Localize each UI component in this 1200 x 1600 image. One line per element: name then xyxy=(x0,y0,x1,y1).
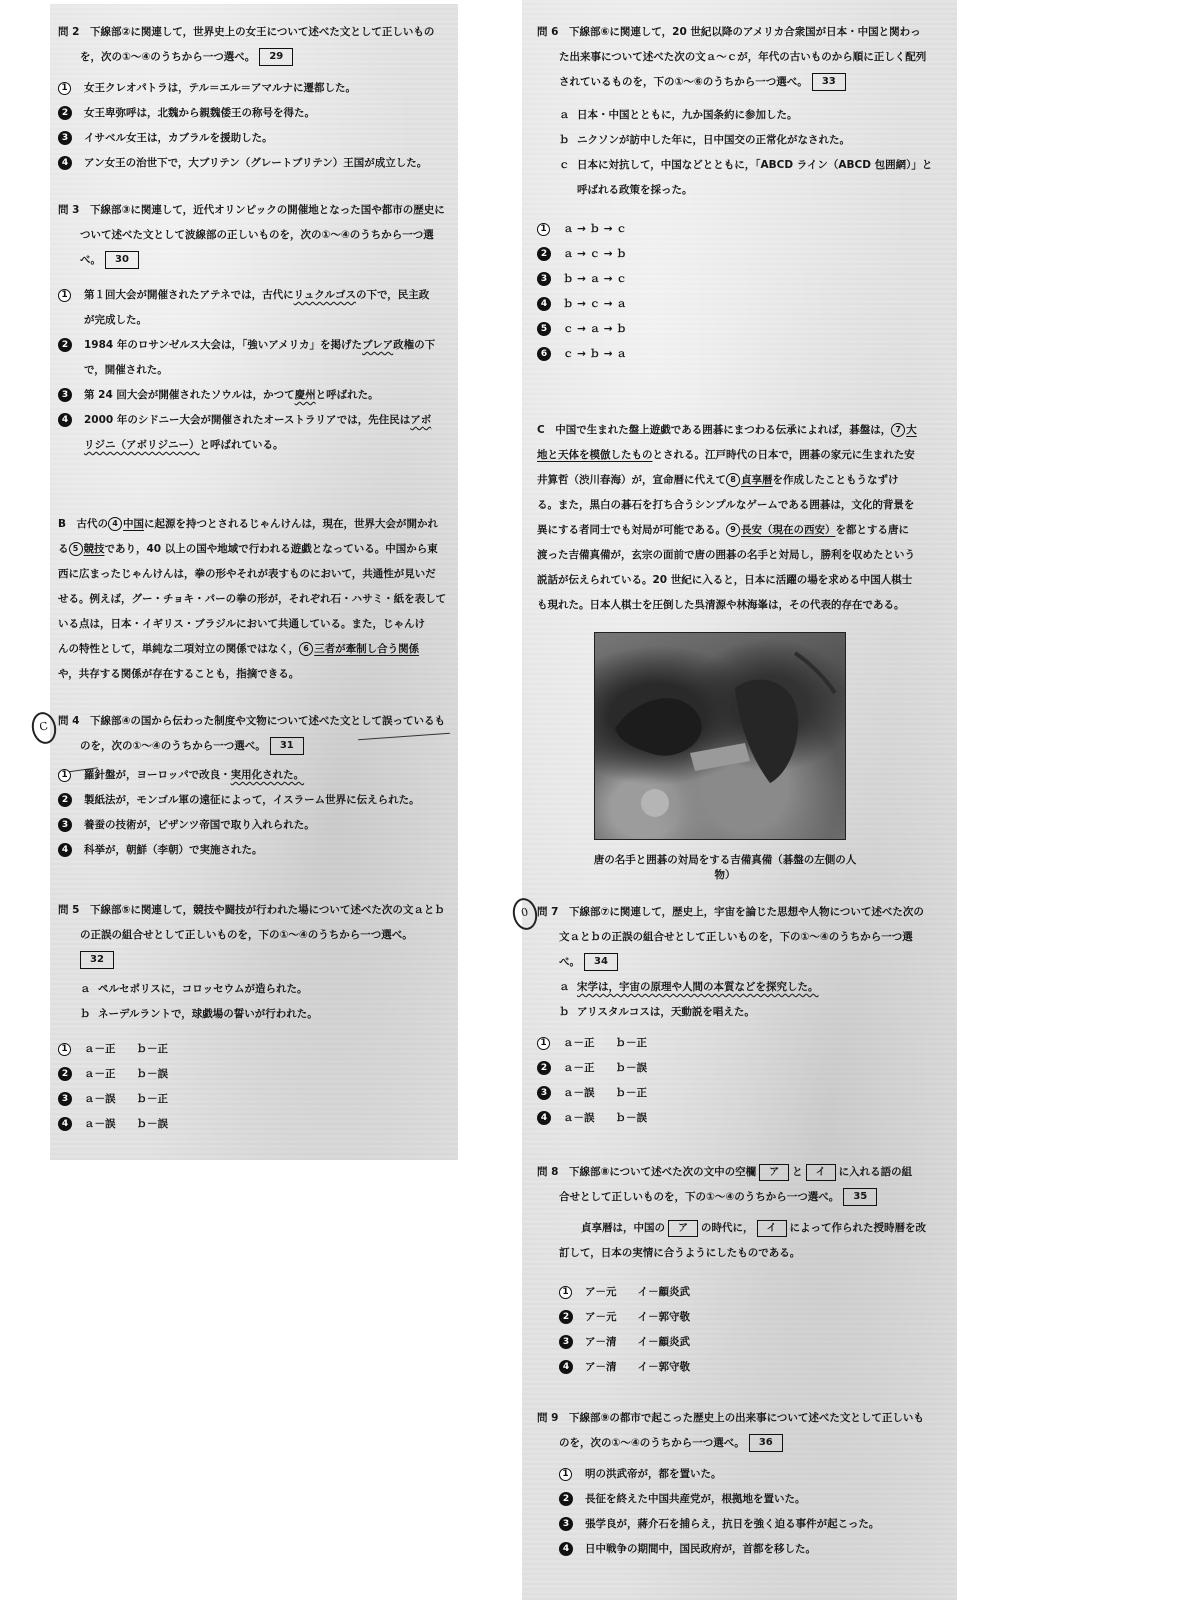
q4-choice-4: 4 科挙が，朝鮮（李朝）で実施された。 xyxy=(58,838,450,863)
question-2-line-1: 問 2 下線部②に関連して，世界史上の女王について述べた文として正しいもの xyxy=(58,26,435,38)
question-9 xyxy=(537,1406,949,1562)
q4-choice-3: 3 養蚕の技術が，ビザンツ帝国で取り入れられた。 xyxy=(58,813,450,838)
painting-figures xyxy=(595,633,845,839)
q9-choice-3: 3 張学良が，蔣介石を捕らえ，抗日を強く迫る事件が起こった。 xyxy=(559,1512,949,1537)
q8-choice-2: 2 ア－元 イ－郭守敬 xyxy=(559,1305,949,1330)
q7-statement-a: ａ 宋学は，宇宙の原理や人間の本質などを探究した。 xyxy=(559,981,819,993)
q8-sentence-line-1: 貞享暦は，中国の ア の時代に， イ によって作られた授時暦を改 xyxy=(537,1216,949,1241)
q5-choice-3: 3 ａ－誤 ｂ－正 xyxy=(58,1087,450,1112)
question-2 xyxy=(58,20,450,176)
q7-choice-1: 1 ａ－正 ｂ－正 xyxy=(537,1031,949,1056)
tree-branch xyxy=(795,653,835,693)
q6-choice-4: 4 ｂ → ｃ → ａ xyxy=(537,292,949,317)
q6-choice-2: 2 ａ → ｃ → ｂ xyxy=(537,242,949,267)
q8-choice-4: 4 ア－清 イ－郭守敬 xyxy=(559,1355,949,1380)
question-8 xyxy=(537,1160,949,1380)
q9-choice-1: 1 明の洪武帝が，都を置いた。 xyxy=(559,1462,949,1487)
painting-caption: 唐の名手と囲碁の対局をする吉備真備（碁盤の左側の人物） xyxy=(593,854,857,881)
q6-choice-6: 6 ｃ → ｂ → ａ xyxy=(537,342,949,367)
q7-choice-4: 4 ａ－誤 ｂ－誤 xyxy=(537,1106,949,1131)
q2-choice-3: 3 イサベル女王は，カブラルを援助した。 xyxy=(58,126,450,151)
question-9-line-1: 問 9 下線部⑨の都市で起こった歴史上の出来事について述べた文として正しいも xyxy=(537,1412,924,1424)
question-3-line-2: ついて述べた文として波線部の正しいものを，次の①～④のうちから一つ選 xyxy=(80,229,434,241)
passage-c: C 中国で生まれた盤上遊戯である囲碁にまつわる伝承によれば，碁盤は， 7 大 地と天体を模倣したものとされる。江戸時代の日本で，囲碁の家元に生まれた安 井算哲（渋川春海）が，宣命暦に代えて 8 貞享暦を作成したこともうなずけ る。また，黒白の碁石を打ち合うシンプルなゲームである囲碁は，文化的背景を 異にする者同士でも対局が可能である。 9 長安（現在の西安）を都とする唐に 渡った吉備真備が，玄宗の面前で唐の囲碁の名手と対局し，勝利を収めたという 説話が伝えられている。20 世紀に入ると，日本に活躍の場を求める中国人棋士 も現れた。日本人棋士を圧倒した呉清源や林海峯は，その代表的存在である。 xyxy=(537,424,917,611)
blank-i: イ xyxy=(806,1164,836,1181)
attendant-figure xyxy=(641,789,669,817)
q2-choice-2: 2 女王卑弥呼は，北魏から親魏倭王の称号を得た。 xyxy=(58,101,450,126)
q6-statement-b: ｂ ニクソンが訪中した年に，日中国交の正常化がなされた。 xyxy=(559,134,850,146)
q5-statement-a: ａ ペルセポリスに，コロッセウムが造られた。 xyxy=(80,983,308,995)
q7-choice-2: 2 ａ－正 ｂ－誤 xyxy=(537,1056,949,1081)
q4-choice-1: 1 羅針盤が，ヨーロッパで改良・実用化された。 xyxy=(58,763,450,788)
question-6-line-3: されているものを，下の①～⑥のうちから一つ選べ。 33 xyxy=(537,70,949,95)
q2-choice-4: 4 アン女王の治世下で，大ブリテン（グレートブリテン）王国が成立した。 xyxy=(58,151,450,176)
q6-choice-3: 3 ｂ → ａ → ｃ xyxy=(537,267,949,292)
q6-statement-c: ｃ 日本に対抗して，中国などとともに，「ABCD ライン（ABCD 包囲網）」と 呼ばれる政策を採った。 xyxy=(559,159,933,196)
question-6 xyxy=(537,20,949,367)
figure-right-robe xyxy=(735,680,798,783)
question-7-line-3: べ。 34 xyxy=(537,950,949,975)
q5-choice-2: 2 ａ－正 ｂ－誤 xyxy=(58,1062,450,1087)
figure-left-robe xyxy=(615,698,702,755)
q8-choice-3: 3 ア－清 イ－顧炎武 xyxy=(559,1330,949,1355)
q6-statement-a: ａ 日本・中国とともに，九か国条約に参加した。 xyxy=(559,109,798,121)
answer-box-32: 32 xyxy=(80,951,114,969)
question-6-line-1: 問 6 下線部⑥に関連して，20 世紀以降のアメリカ合衆国が日本・中国と関わっ xyxy=(537,26,921,38)
answer-box-31: 31 xyxy=(270,737,304,755)
q3-choice-2: 2 1984 年のロサンゼルス大会は，「強いアメリカ」を掲げたブレア政権の下 で，開催された。 xyxy=(58,333,450,383)
answer-box-30: 30 xyxy=(105,251,139,269)
q5-choice-1: 1 ａ－正 ｂ－正 xyxy=(58,1037,450,1062)
q7-choice-3: 3 ａ－誤 ｂ－正 xyxy=(537,1081,949,1106)
answer-box-33: 33 xyxy=(812,73,846,91)
go-board xyxy=(690,743,750,771)
q3-choice-4: 4 2000 年のシドニー大会が開催されたオーストラリアでは，先住民はアボ リジニ（アボリジニー）と呼ばれている。 xyxy=(58,408,450,458)
q4-choice-2: 2 製紙法が，モンゴル軍の遠征によって，イスラーム世界に伝えられた。 xyxy=(58,788,450,813)
question-4 xyxy=(58,709,450,863)
question-3-line-3: べ。 30 xyxy=(58,248,450,273)
question-6-line-2: た出来事について述べた次の文ａ～ｃが，年代の古いものから順に正しく配列 xyxy=(559,51,927,63)
question-7 xyxy=(537,900,949,1131)
answer-box-29: 29 xyxy=(259,48,293,66)
question-5-line-2: の正誤の組合せとして正しいものを，下の①～④のうちから一つ選べ。 xyxy=(80,929,413,941)
q3-choice-1: 1 第１回大会が開催されたアテネでは，古代にリュクルゴスの下で，民主政 が完成した。 xyxy=(58,283,450,333)
question-5 xyxy=(58,898,450,1137)
question-3 xyxy=(58,198,450,458)
q7-statement-b: ｂ アリスタルコスは，天動説を唱えた。 xyxy=(559,1006,755,1018)
answer-box-36: 36 xyxy=(749,1434,783,1452)
q2-choice-1: 1 女王クレオパトラは，テル＝エル＝アマルナに遷都した。 xyxy=(58,76,450,101)
q9-choice-4: 4 日中戦争の期間中，国民政府が，首都を移した。 xyxy=(559,1537,949,1562)
q6-choice-5: 5 ｃ → ａ → ｂ xyxy=(537,317,949,342)
question-5-line-3 xyxy=(58,948,450,973)
handwritten-answer-0: 0 xyxy=(510,896,540,932)
question-9-line-2: のを，次の①～④のうちから一つ選べ。 36 xyxy=(537,1431,949,1456)
passage-b: B 古代の 4 中国に起源を持つとされるじゃんけんは，現在，世界大会が開かれ る 5 競技であり，40 以上の国や地域で行われる遊戯となっている。中国から東 西に広まったじゃんけんは，拳の形やそれが表すものにおいて，共通性が見いだ せる。例えば，グー・チョキ・パーの拳の形が，それぞれ石・ハサミ・紙を表して いる点は，日本・イギリス・ブラジルにおいて共通している。また，じゃんけ んの特性として，単純な二項対立の関係ではなく， 6 三者が牽制し合う関係 や，共存する関係が存在することも，指摘できる。 xyxy=(58,518,447,680)
handwritten-answer-c: C xyxy=(29,710,59,746)
blank-a: ア xyxy=(759,1164,789,1181)
question-2-line-2: を，次の①～④のうちから一つ選べ。 29 xyxy=(58,45,450,70)
question-8-line-1: 問 8 下線部⑧について述べた次の文中の空欄 ア と イ に入れる語の組 xyxy=(537,1160,949,1185)
question-3-line-1: 問 3 下線部③に関連して，近代オリンピックの開催地となった国や都市の歴史に xyxy=(58,204,445,216)
question-7-line-1: 問 7 下線部⑦に関連して，歴史上，宇宙を論じた思想や人物について述べた次の xyxy=(537,906,924,918)
q5-choice-4: 4 ａ－誤 ｂ－誤 xyxy=(58,1112,450,1137)
go-match-painting-image xyxy=(594,632,846,840)
q8-choice-1: 1 ア－元 イ－顧炎武 xyxy=(559,1280,949,1305)
question-8-line-2: 合せとして正しいものを，下の①～④のうちから一つ選べ。 35 xyxy=(537,1185,949,1210)
q3-choice-3: 3 第 24 回大会が開催されたソウルは，かつて慶州と呼ばれた。 xyxy=(58,383,450,408)
answer-box-35: 35 xyxy=(843,1188,877,1206)
question-4-line-2: のを，次の①～④のうちから一つ選べ。 31 xyxy=(58,734,450,759)
q5-statement-b: ｂ ネーデルラントで，球戯場の誓いが行われた。 xyxy=(80,1008,318,1020)
q8-sentence-line-2: 訂して，日本の実情に合うようにしたものである。 xyxy=(559,1247,801,1259)
question-5-line-1: 問 5 下線部⑤に関連して，競技や闘技が行われた場について述べた次の文ａとｂ xyxy=(58,904,445,916)
q6-choice-1: 1 ａ → ｂ → ｃ xyxy=(537,217,949,242)
question-4-line-1: 問 4 下線部④の国から伝わった制度や文物について述べた文として誤っているも xyxy=(58,715,446,727)
q9-choice-2: 2 長征を終えた中国共産党が，根拠地を置いた。 xyxy=(559,1487,949,1512)
question-7-line-2: 文ａとｂの正誤の組合せとして正しいものを，下の①～④のうちから一つ選 xyxy=(559,931,913,943)
answer-box-34: 34 xyxy=(584,953,618,971)
